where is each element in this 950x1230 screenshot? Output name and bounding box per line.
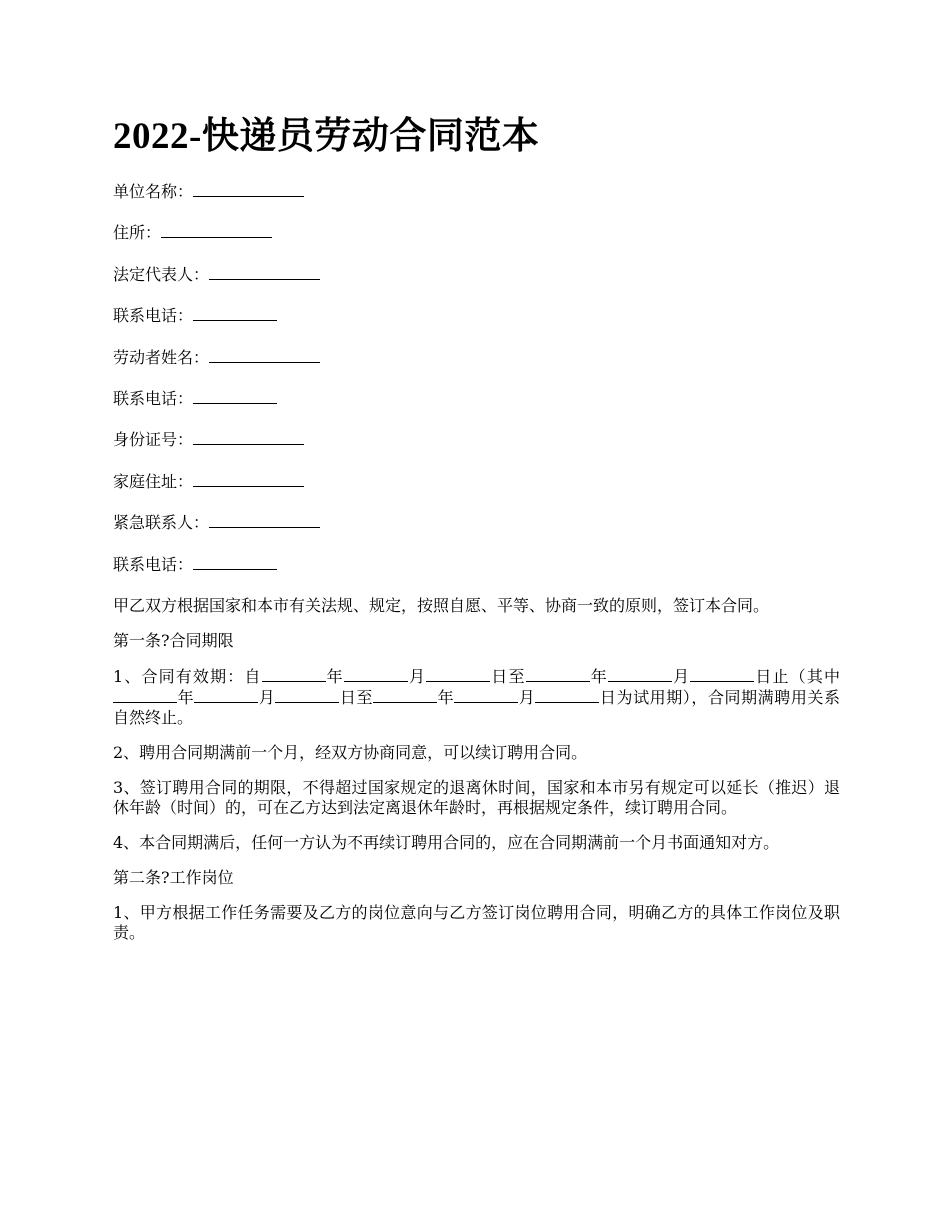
blank-line bbox=[193, 554, 277, 570]
field-emergency-contact bbox=[113, 512, 840, 553]
field-company-name bbox=[113, 181, 840, 222]
blank-line bbox=[113, 687, 177, 703]
clause-1-1: 1、合同有效期：自 年 月 日至 年 月 日止（其中年 月 日至 年 月 日为试用期），合同期满聘用关系自然终止。 bbox=[113, 666, 840, 727]
blank-line bbox=[209, 512, 320, 528]
clause-2-1: 1、甲方根据工作任务需要及乙方的岗位意向与乙方签订岗位聘用合同，明确乙方的具体工作岗位及职责。 bbox=[113, 902, 840, 942]
field-label: 家庭住址： bbox=[113, 471, 194, 491]
blank-line bbox=[275, 687, 339, 703]
field-worker-name bbox=[113, 347, 840, 388]
blank-line bbox=[193, 305, 277, 321]
blank-line bbox=[373, 687, 437, 703]
blank-line bbox=[690, 666, 754, 682]
blank-line bbox=[454, 687, 518, 703]
field-home-address bbox=[113, 471, 840, 512]
field-label: 联系电话： bbox=[113, 388, 194, 408]
blank-line bbox=[161, 222, 272, 238]
field-label: 住所： bbox=[113, 223, 162, 243]
field-address bbox=[113, 222, 840, 263]
blank-line bbox=[262, 666, 326, 682]
blank-line bbox=[193, 388, 277, 404]
blank-line bbox=[193, 429, 304, 445]
field-label: 紧急联系人： bbox=[113, 513, 210, 533]
field-id-number bbox=[113, 429, 840, 470]
blank-line bbox=[426, 666, 490, 682]
field-label: 联系电话： bbox=[113, 306, 194, 326]
field-legal-representative bbox=[113, 264, 840, 305]
field-label: 单位名称： bbox=[113, 182, 194, 201]
blank-line bbox=[194, 687, 258, 703]
blank-line bbox=[209, 264, 320, 280]
field-label: 身份证号： bbox=[113, 430, 194, 450]
blank-line bbox=[608, 666, 672, 682]
blank-line bbox=[535, 687, 599, 703]
intro-paragraph: 甲乙双方根据国家和本市有关法规、规定，按照自愿、平等、协商一致的原则，签订本合同。 bbox=[113, 595, 770, 615]
blank-line bbox=[193, 471, 304, 487]
blank-line bbox=[209, 347, 320, 363]
document-title: 2022-快递员劳动合同范本 bbox=[113, 116, 540, 157]
field-company-phone bbox=[113, 305, 840, 346]
clause-1-4: 4、本合同期满后，任何一方认为不再续订聘用合同的，应在合同期满前一个月书面通知对方。 bbox=[113, 832, 780, 852]
document-page bbox=[113, 112, 840, 958]
clause-1-2: 2、聘用合同期满前一个月，经双方协商同意，可以续订聘用合同。 bbox=[113, 742, 588, 762]
article-1-heading: 第一条?合同期限 bbox=[113, 630, 234, 650]
field-worker-phone bbox=[113, 388, 840, 429]
article-2-heading: 第二条?工作岗位 bbox=[113, 867, 234, 887]
clause-1-3: 3、签订聘用合同的期限，不得超过国家规定的退离休时间，国家和本市另有规定可以延长（推迟）退休年龄（时间）的，可在乙方达到法定离退休年龄时，再根据规定条件，续订聘用合同。 bbox=[113, 777, 840, 817]
blank-line bbox=[344, 666, 408, 682]
blank-line bbox=[526, 666, 590, 682]
field-label: 联系电话： bbox=[113, 554, 194, 574]
blank-line bbox=[193, 181, 304, 197]
field-label: 劳动者姓名： bbox=[113, 347, 210, 367]
field-label: 法定代表人： bbox=[113, 264, 210, 284]
field-emergency-phone bbox=[113, 554, 840, 595]
